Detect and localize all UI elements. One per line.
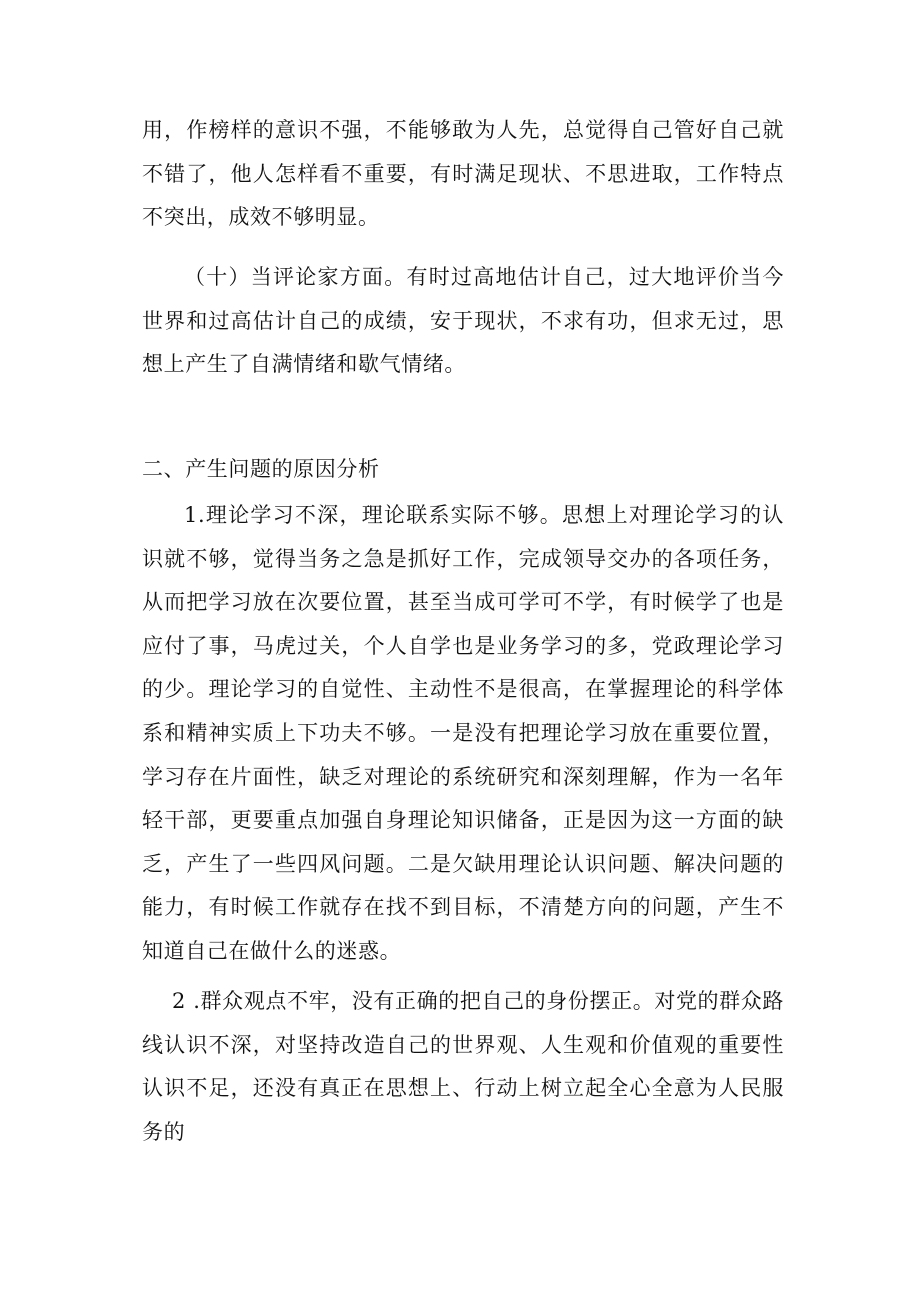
analysis-item-1: 1.理论学习不深，理论联系实际不够。思想上对理论学习的认识就不够，觉得当务之急是抓好工作，完成领导交办的各项任务，从而把学习放在次要位置，甚至当成可学可不学，有时候学了也是应付了事，马虎过关，个人自学也是业务学习的多，党政理论学习的少。理论学习的自觉性、主动性不是很高，在掌握理论的科学体系和精神实质上下功夫不够。一是没有把理论学习放在重要位置，学习存在片面性，缺乏对理论的系统研究和深刻理解，作为一名年轻干部，更要重点加强自身理论知识储备，正是因为这一方面的缺乏，产生了一些四风问题。二是欠缺用理论认识问题、解决问题的能力，有时候工作就存在找不到目标，不清楚方向的问题，产生不知道自己在做什么的迷惑。 bbox=[142, 503, 784, 963]
paragraph-continuation: 用，作榜样的意识不强，不能够敢为人先，总觉得自己管好自己就不错了，他人怎样看不重要，有时满足现状、不思进取，工作特点不突出，成效不够明显。 bbox=[142, 118, 784, 230]
analysis-item-2: 2 .群众观点不牢，没有正确的把自己的身份摆正。对党的群众路线认识不深，对坚持改造自己的世界观、人生观和价值观的重要性认识不足，还没有真正在思想上、行动上树立起全心全意为人民服务的 bbox=[142, 989, 784, 1144]
paragraph-item-ten: （十）当评论家方面。有时过高地估计自己，过大地评价当今世界和过高估计自己的成绩，安于现状，不求有功，但求无过，思想上产生了自满情绪和歇气情绪。 bbox=[142, 265, 784, 377]
section-heading: 二、产生问题的原因分析 bbox=[142, 457, 380, 481]
